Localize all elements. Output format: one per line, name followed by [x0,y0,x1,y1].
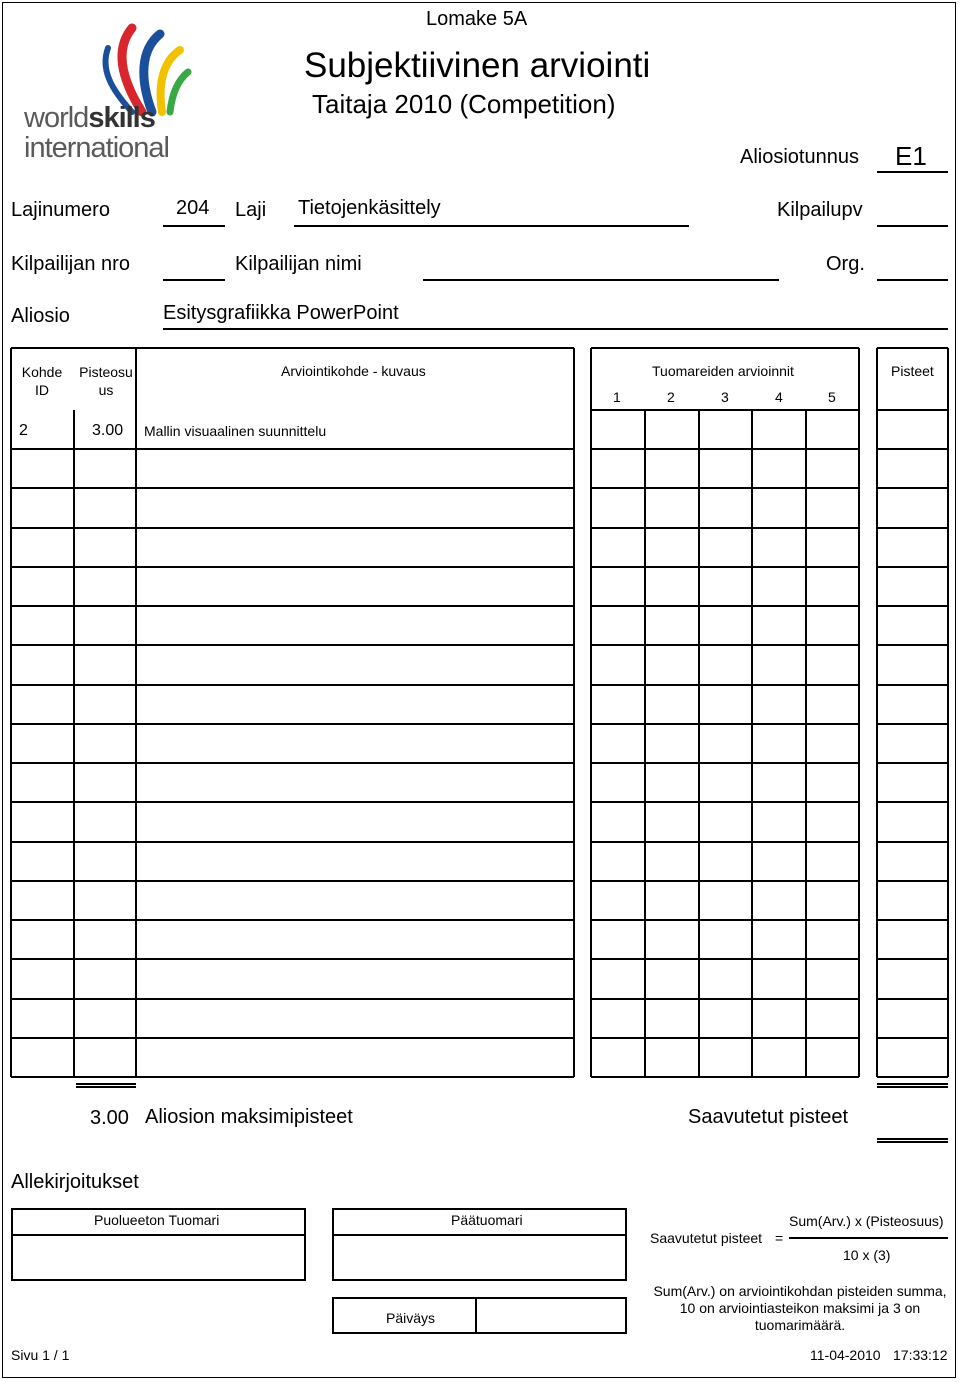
laji-value[interactable]: Tietojenkäsittely [298,197,441,219]
date-box[interactable] [332,1297,627,1334]
header-judge-1: 1 [613,389,621,405]
header-judge-5: 5 [828,389,836,405]
header-judge-2: 2 [667,389,675,405]
formula-lhs: Saavutetut pisteet [650,1230,763,1246]
laji-label: Laji [235,199,267,221]
total-max-label: Aliosion maksimipisteet [145,1106,353,1128]
aliosiotunnus-label: Aliosiotunnus [740,146,859,168]
aliosio-value[interactable]: Esitysgrafiikka PowerPoint [163,302,399,324]
header-judge-3: 3 [721,389,729,405]
head-judge-label: Päätuomari [451,1212,523,1228]
row-1-kuvaus: Mallin visuaalinen suunnittelu [144,423,327,439]
formula-denominator: 10 x (3) [843,1247,891,1263]
kilpailijan-nro-label: Kilpailijan nro [11,253,130,275]
total-pisteet-double-line-bottom [877,1138,948,1143]
page-subtitle: Taitaja 2010 (Competition) [312,89,616,119]
formula-equals: = [775,1230,784,1246]
footer-date: 11-04-2010 [810,1347,881,1363]
lajinumero-value[interactable]: 204 [176,197,210,219]
formula-numerator: Sum(Arv.) x (Pisteosuus) [789,1213,944,1229]
page-number: Sivu 1 / 1 [11,1347,70,1363]
date-label: Päiväys [386,1310,436,1326]
signatures-heading: Allekirjoitukset [11,1171,139,1193]
footer-time: 17:33:12 [893,1347,948,1363]
total-max-double-line [76,1083,136,1088]
neutral-judge-divider [11,1234,306,1236]
header-pisteosuus-text: Pisteosuus [79,364,133,398]
header-kohde-id-text: Kohde ID [21,364,63,398]
aliosiotunnus-value: E1 [895,141,927,171]
header-pisteet: Pisteet [891,363,934,379]
header-kohde-id [14,363,70,399]
header-kuvaus: Arviointikohde - kuvaus [281,363,426,379]
row-1-pisteosuus: 3.00 [92,422,124,439]
head-judge-divider [332,1234,627,1236]
kilpailupv-label: Kilpailupv [777,199,863,221]
formula-fraction-line [789,1237,948,1239]
total-pisteet-double-line-top [877,1083,948,1088]
total-achieved-label: Saavutetut pisteet [688,1106,849,1128]
aliosio-label: Aliosio [11,305,70,327]
kilpailijan-nimi-label: Kilpailijan nimi [235,253,362,275]
logo-text-skills: skills [88,102,155,134]
lajinumero-label: Lajinumero [11,199,110,221]
date-divider [475,1297,477,1334]
total-max-value: 3.00 [90,1107,129,1129]
logo-text-international: international [24,132,169,164]
org-label: Org. [826,253,865,275]
header-pisteosuus [76,363,136,399]
logo-text-world: world [24,102,89,134]
row-1-id: 2 [19,422,28,439]
formula-note: Sum(Arv.) on arviointikohdan pisteiden summa, 10 on arviointiasteikon maksimi ja 3 on tuomarimäärä. [653,1283,947,1333]
page-title: Subjektiivinen arviointi [304,46,651,85]
header-tuomareiden: Tuomareiden arvioinnit [652,363,794,379]
header-judge-4: 4 [775,389,783,405]
neutral-judge-label: Puolueeton Tuomari [94,1212,220,1228]
form-code: Lomake 5A [426,8,528,30]
